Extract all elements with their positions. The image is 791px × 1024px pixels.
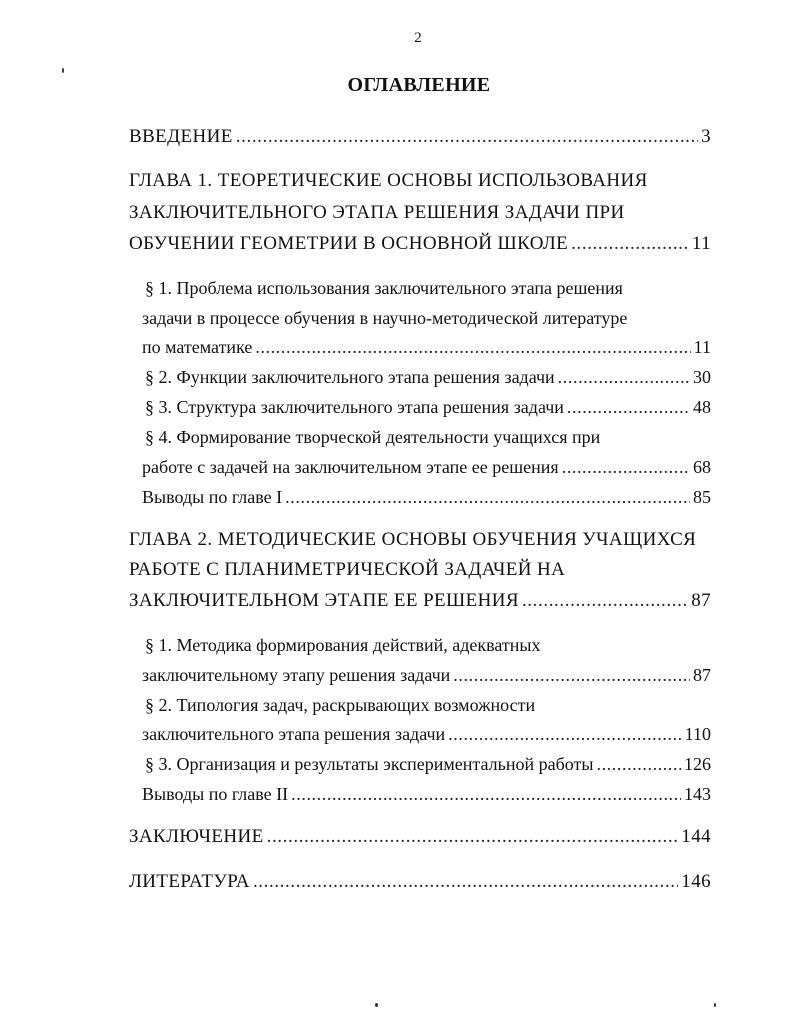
toc-ch1-conclusions: [142, 484, 711, 510]
toc-chapter1-line2: [129, 200, 625, 226]
toc-entry-label: ГЛАВА 2. МЕТОДИЧЕСКИЕ ОСНОВЫ ОБУЧЕНИЯ УЧАЩИХСЯ: [129, 529, 697, 550]
toc-entry-label: задачи в процессе обучения в научно-методической литературе: [142, 308, 628, 328]
toc-entry-page: 3: [701, 126, 711, 147]
toc-ch1-section1-line3: [142, 334, 711, 360]
toc-entry-intro: [129, 124, 711, 150]
dot-leader: [255, 334, 690, 360]
toc-entry-label: заключительного этапа решения задачи: [142, 724, 446, 744]
toc-entry-label: § 3. Структура заключительного этапа решения задачи: [145, 397, 564, 417]
toc-chapter1-line3: [129, 231, 711, 257]
toc-entry-page: 48: [693, 397, 711, 417]
toc-entry-label: § 2. Функции заключительного этапа решения задачи: [145, 367, 555, 387]
toc-entry-label: ЗАКЛЮЧИТЕЛЬНОГО ЭТАПА РЕШЕНИЯ ЗАДАЧИ ПРИ: [129, 202, 625, 223]
toc-entry-label: РАБОТЕ С ПЛАНИМЕТРИЧЕСКОЙ ЗАДАЧЕЙ НА: [129, 559, 566, 580]
toc-entry-label: ОБУЧЕНИИ ГЕОМЕТРИИ В ОСНОВНОЙ ШКОЛЕ: [129, 233, 569, 254]
dot-leader: [567, 394, 690, 420]
toc-entry-label: § 2. Типология задач, раскрывающих возможности: [145, 695, 536, 715]
toc-entry-conclusion: [129, 824, 711, 850]
dot-leader: [291, 781, 681, 807]
dot-leader: [253, 869, 678, 895]
toc-chapter1-line1: [129, 168, 648, 194]
toc-ch2-section1-line2: [142, 662, 711, 688]
dot-leader: [596, 751, 681, 777]
toc-entry-page: 11: [693, 337, 711, 357]
toc-ch2-section2-line1: [145, 692, 535, 718]
toc-ch2-section3: [145, 751, 711, 777]
toc-chapter2-line1: [129, 527, 696, 553]
toc-entry-label: работе с задачей на заключительном этапе ее решения: [142, 457, 559, 477]
toc-entry-label: Выводы по главе I: [142, 487, 283, 507]
toc-chapter2-line3: [129, 588, 711, 614]
toc-title: ОГЛАВЛЕНИЕ: [347, 74, 491, 96]
toc-entry-label: ЛИТЕРАТУРА: [129, 871, 250, 892]
dot-leader: [285, 484, 690, 510]
toc-entry-page: 144: [681, 826, 711, 847]
toc-entry-page: 87: [693, 665, 711, 685]
toc-entry-page: 68: [693, 457, 711, 477]
scan-speck: [62, 68, 64, 73]
dot-leader: [562, 454, 690, 480]
toc-entry-label: ВВЕДЕНИЕ: [129, 126, 233, 147]
toc-entry-label: по математике: [142, 337, 253, 357]
toc-entry-page: 87: [691, 590, 711, 611]
toc-entry-label: ГЛАВА 1. ТЕОРЕТИЧЕСКИЕ ОСНОВЫ ИСПОЛЬЗОВАНИЯ: [129, 170, 648, 191]
toc-ch1-section2: [145, 364, 711, 390]
dot-leader: [267, 824, 679, 850]
dot-leader: [522, 588, 688, 614]
toc-entry-label: Выводы по главе II: [142, 784, 289, 804]
toc-ch1-section3: [145, 394, 711, 420]
toc-entry-label: ЗАКЛЮЧИТЕЛЬНОМ ЭТАПЕ ЕЕ РЕШЕНИЯ: [129, 590, 519, 611]
dot-leader: [448, 721, 681, 747]
toc-entry-label: ЗАКЛЮЧЕНИЕ: [129, 826, 264, 847]
toc-entry-page: 85: [693, 487, 711, 507]
toc-entry-page: 126: [684, 754, 711, 774]
dot-leader: [453, 662, 690, 688]
toc-entry-label: § 4. Формирование творческой деятельности учащихся при: [145, 427, 601, 447]
scan-speck: [375, 1003, 378, 1007]
dot-leader: [558, 364, 690, 390]
toc-ch2-conclusions: [142, 781, 711, 807]
toc-ch2-section2-line2: [142, 721, 711, 747]
toc-ch1-section1-line2: [142, 305, 627, 331]
toc-entry-label: § 1. Проблема использования заключительного этапа решения: [145, 278, 623, 298]
toc-entry-label: § 1. Методика формирования действий, адекватных: [145, 635, 541, 655]
toc-entry-label: заключительному этапу решения задачи: [142, 665, 451, 685]
dot-leader: [571, 231, 689, 257]
toc-entry-page: 146: [681, 871, 711, 892]
dot-leader: [236, 124, 698, 150]
toc-entry-literature: [129, 869, 711, 895]
toc-entry-page: 143: [684, 784, 711, 804]
toc-entry-page: 110: [684, 724, 711, 744]
toc-chapter2-line2: [129, 557, 565, 583]
scan-speck: [714, 1003, 716, 1007]
toc-ch2-section1-line1: [145, 632, 541, 658]
toc-entry-label: § 3. Организация и результаты экспериментальной работы: [145, 754, 594, 774]
toc-entry-page: 30: [693, 367, 711, 387]
toc-entry-page: 11: [691, 233, 711, 254]
toc-ch1-section1-line1: [145, 275, 623, 301]
page-number: 2: [414, 30, 422, 46]
toc-ch1-section4-line2: [142, 454, 711, 480]
toc-ch1-section4-line1: [145, 424, 600, 450]
